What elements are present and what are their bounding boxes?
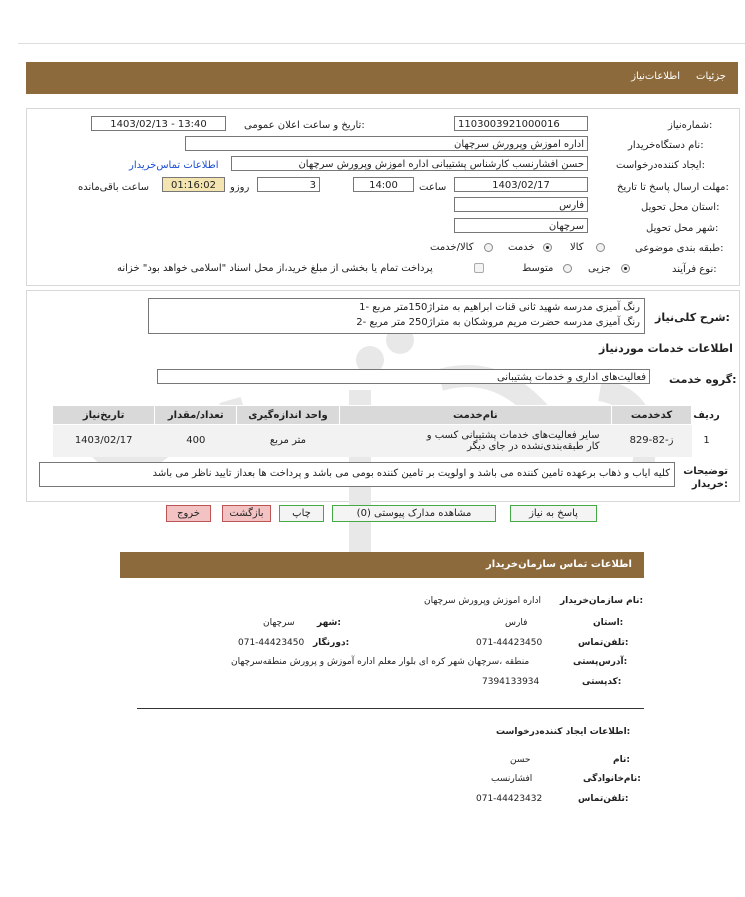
process-radio-medium[interactable]	[563, 264, 572, 273]
days-field[interactable]: 3	[257, 177, 320, 192]
back-button[interactable]: بازگشت	[222, 505, 271, 522]
postal-value: 7394133934	[482, 677, 540, 687]
fax-label: دورنگار:	[313, 638, 350, 648]
announce-field[interactable]: 1403/02/13 - 13:40	[91, 116, 226, 131]
exit-button[interactable]: خروج	[166, 505, 211, 522]
service-group-label: گروه خدمت:	[669, 373, 737, 386]
postal-label: کدپستی:	[582, 677, 622, 687]
contact-province-value: فارس	[505, 618, 528, 628]
breadcrumb-home[interactable]: جزئیات	[696, 71, 726, 82]
creator-name-label: نام:	[613, 755, 630, 765]
process-radio-minor[interactable]	[621, 264, 630, 273]
contact-section-title: اطلاعات تماس سازمان‌خریدار	[485, 559, 632, 570]
col-unit: واحد اندازه‌گیری	[237, 406, 339, 425]
info-panel	[26, 108, 740, 286]
notes-text: کلیه ایاب و ذهاب برعهده تامین کننده می باشد و اولویت بر تامین کننده بومی می باشد و پرداخت ها بعداز تایید ناظر می باشد	[152, 468, 670, 479]
cell-name-line-2: کار طبقه‌بندی‌نشده در جای دیگر	[467, 440, 600, 452]
org-label: نام سازمان‌خریدار:	[560, 596, 644, 606]
contact-city-value: سرچهان	[263, 618, 295, 628]
category-radio-both[interactable]	[484, 243, 493, 252]
buyer-label: نام دستگاه‌خریدار:	[628, 140, 704, 151]
reply-button[interactable]: پاسخ به نیاز	[510, 505, 597, 522]
buyer-field[interactable]: اداره اموزش وپرورش سرچهان	[185, 136, 588, 151]
city-label: شهر محل تحویل:	[646, 223, 719, 234]
fax-value: 071-44423450	[238, 638, 305, 648]
process-option-minor: جزیی	[588, 263, 611, 274]
contact-divider	[137, 708, 644, 709]
remaining-label: ساعت باقی‌مانده	[78, 182, 150, 193]
contact-phone-label: تلفن‌تماس:	[578, 638, 629, 648]
col-name: نام‌خدمت	[339, 406, 611, 425]
buyer-contact-link[interactable]: اطلاعات تماس‌خریدار	[129, 160, 219, 171]
deadline-label: مهلت ارسال پاسخ تا تاریخ:	[617, 182, 729, 193]
page-header	[26, 62, 738, 94]
description-label: شرح کلی‌نیاز:	[655, 311, 730, 324]
view-docs-button[interactable]: مشاهده مدارک پیوستی (0)	[332, 505, 496, 522]
top-divider	[18, 43, 745, 44]
creator-label: ایجاد کننده‌درخواست:	[616, 160, 705, 171]
need-number-label: شماره‌نیاز:	[668, 120, 713, 131]
category-option-both: کالا/خدمت	[430, 242, 474, 253]
address-value: منطقه ،سرچهان شهر کره ای بلوار معلم اداره آموزش و پرورش منطقه‌سرچهان	[231, 657, 530, 667]
cell-index: 1	[692, 425, 722, 457]
province-field[interactable]: فارس	[454, 197, 588, 212]
col-date: تاریخ‌نیاز	[53, 406, 155, 425]
creator-family-label: نام‌خانوادگی:	[583, 774, 641, 784]
services-table-header	[53, 406, 722, 425]
time-label: ساعت	[419, 182, 447, 193]
creator-family-value: افشارنسب	[491, 774, 533, 784]
services-table	[52, 405, 722, 457]
creator-name-value: حسن	[510, 755, 531, 765]
cell-date: 1403/02/17	[74, 435, 133, 447]
description-box[interactable]	[148, 298, 645, 334]
province-label: استان محل تحویل:	[641, 202, 720, 213]
creator-field[interactable]: حسن افشارنسب کارشناس پشتیبانی اداره اموزش وپرورش سرچهان	[231, 156, 588, 171]
cell-name	[339, 425, 611, 457]
col-qty: تعداد/مقدار	[155, 406, 237, 425]
need-number-field[interactable]: 1103003921000016	[454, 116, 588, 131]
deadline-time-field[interactable]: 14:00	[353, 177, 414, 192]
breadcrumb-current: اطلاعات‌نیاز	[631, 71, 680, 82]
service-group-field[interactable]: فعالیت‌های اداری و خدمات پشتیبانی	[157, 369, 650, 384]
creator-info-title: اطلاعات ایجاد کننده‌درخواست:	[496, 727, 631, 737]
address-label: آدرس‌پستی:	[573, 657, 628, 667]
city-field[interactable]: سرچهان	[454, 218, 588, 233]
col-index: ردیف	[692, 406, 722, 425]
category-radio-goods[interactable]	[596, 243, 605, 252]
remaining-time-field: 01:16:02	[162, 177, 225, 192]
contact-section-header	[120, 552, 644, 578]
col-code: کدخدمت	[612, 406, 692, 425]
print-button[interactable]: چاپ	[279, 505, 324, 522]
cell-code: ز-82-829	[629, 435, 674, 447]
services-section-title: اطلاعات خدمات موردنیاز	[599, 342, 733, 355]
days-label: روزو	[230, 182, 250, 193]
cell-qty: 400	[186, 435, 206, 447]
deadline-date-field[interactable]: 1403/02/17	[454, 177, 588, 192]
process-option-medium: متوسط	[522, 263, 554, 274]
announce-label: تاریخ و ساعت اعلان عمومی:	[244, 120, 365, 131]
category-radio-service[interactable]	[543, 243, 552, 252]
table-row[interactable]	[53, 425, 722, 457]
notes-label: توضیحات خریدار:	[683, 466, 728, 490]
contact-city-label: شهر:	[317, 618, 341, 628]
cell-unit: متر مربع	[269, 435, 306, 447]
description-line-1: 1- رنگ آمیزی مدرسه شهید ثانی قنات ابراهیم به متراژ150متر مربع	[359, 302, 640, 313]
payment-text: پرداخت تمام یا بخشی از مبلغ خرید،از محل اسناد "اسلامی خواهد بود" خزانه	[117, 263, 433, 274]
org-value: اداره اموزش وپرورش سرچهان	[424, 596, 542, 606]
cell-name-line-1: سایر فعالیت‌های خدمات پشتیبانی کسب و	[426, 429, 600, 441]
notes-box[interactable]	[39, 462, 675, 487]
category-label: طبقه بندی موضوعی:	[635, 243, 724, 254]
contact-province-label: استان:	[593, 618, 624, 628]
contact-phone-value: 071-44423450	[476, 638, 543, 648]
payment-checkbox[interactable]	[474, 263, 484, 273]
creator-phone-value: 071-44423432	[476, 794, 543, 804]
process-label: نوع فرآیند:	[672, 264, 717, 275]
category-option-service: خدمت	[508, 242, 535, 253]
description-line-2: 2- رنگ آمیزی مدرسه حضرت مریم مروشکان به متراژ250 متر مربع	[356, 317, 640, 328]
creator-phone-label: تلفن‌تماس:	[578, 794, 629, 804]
category-option-goods: کالا	[570, 242, 584, 253]
